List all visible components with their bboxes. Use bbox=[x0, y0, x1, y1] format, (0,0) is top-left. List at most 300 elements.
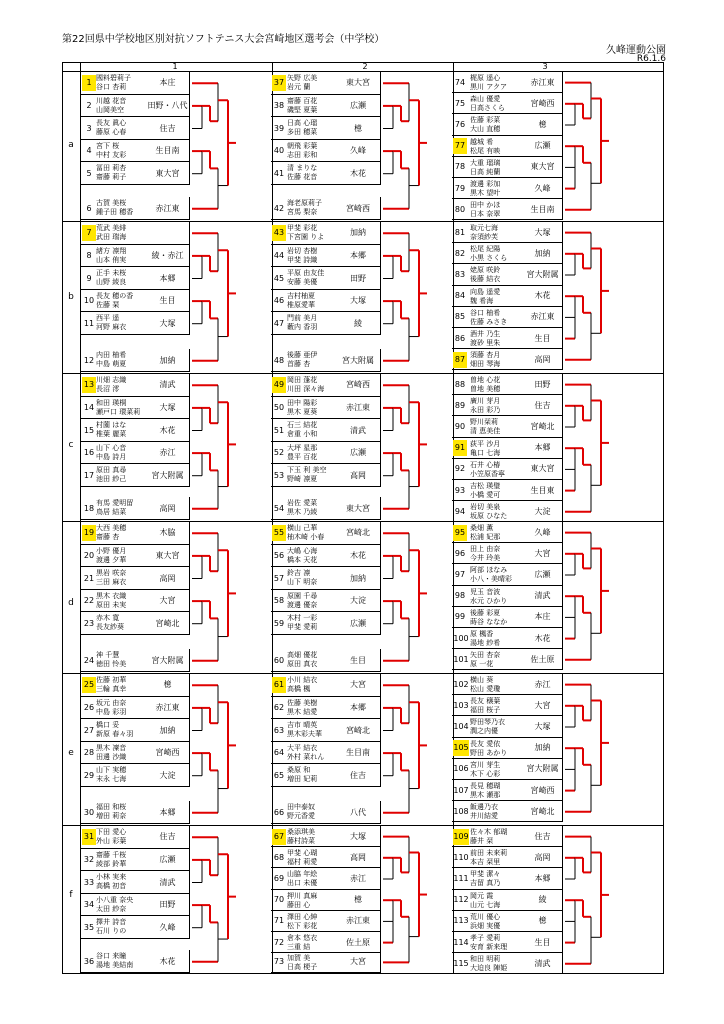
entry-number: 42 bbox=[273, 203, 285, 213]
team-name: 宮大附属 bbox=[342, 355, 374, 365]
player-name: 野田 あかり bbox=[470, 748, 508, 757]
player-name: 石井 心椿 bbox=[470, 460, 501, 469]
entry-number: 16 bbox=[83, 448, 95, 458]
player-name: 本吉 栞里 bbox=[470, 858, 501, 867]
player-name: 山元 七海 bbox=[470, 900, 501, 909]
player-name: 齋藤 千桜 bbox=[96, 850, 127, 859]
player-name: 黒川 アクア bbox=[470, 83, 508, 91]
player-name: 谷口 来瞳 bbox=[96, 952, 127, 961]
player-name: 後藤 彩夏 bbox=[470, 608, 501, 617]
team-name: 東大宮 bbox=[155, 550, 180, 560]
entry-number: 92 bbox=[454, 464, 466, 474]
block-label-f: f bbox=[69, 890, 73, 900]
player-name: 大坪 星那 bbox=[287, 443, 318, 452]
team-name: 木花 bbox=[534, 291, 551, 301]
player-name: 古賀 美桜 bbox=[96, 199, 127, 208]
entry-number: 109 bbox=[453, 829, 469, 845]
player-name: 松下 彩花 bbox=[287, 921, 318, 930]
team-name: 広瀬 bbox=[350, 618, 366, 628]
player-name: 赤木 寛 bbox=[96, 614, 120, 623]
player-name: 姥原 咲鈴 bbox=[470, 266, 501, 275]
player-name: 河野 麻衣 bbox=[96, 323, 127, 332]
team-name: 住吉 bbox=[350, 770, 366, 780]
team-name: 生目東 bbox=[530, 485, 555, 495]
team-name: 本郷 bbox=[159, 273, 176, 283]
player-name: 甲斐 潔々 bbox=[470, 870, 501, 879]
player-name: 佐藤 彩菜 bbox=[470, 116, 501, 125]
entry-number: 108 bbox=[453, 806, 469, 816]
entry-number: 19 bbox=[82, 525, 96, 541]
player-name: 渡邊 彩加 bbox=[470, 180, 501, 188]
player-name: 田上 由奈 bbox=[470, 545, 501, 554]
player-name: 徳田 怜美 bbox=[96, 660, 127, 669]
entry-number: 36 bbox=[83, 956, 95, 966]
team-name: 生目南 bbox=[346, 748, 370, 758]
player-name: 畑田 琴海 bbox=[470, 360, 501, 369]
player-name: 原田 真尋 bbox=[96, 466, 127, 475]
player-name: 藪内 香羽 bbox=[287, 323, 318, 332]
team-name: 木花 bbox=[534, 633, 551, 643]
player-name: 大嶋 心海 bbox=[287, 546, 318, 555]
team-name: 生目 bbox=[350, 655, 366, 665]
block-label-b: b bbox=[68, 292, 74, 302]
player-name: 長沼 澪 bbox=[96, 385, 120, 393]
team-name: 広瀬 bbox=[350, 448, 366, 458]
player-name: 岡田 蓬花 bbox=[287, 376, 318, 384]
team-name: 宮崎西 bbox=[530, 785, 555, 795]
player-name: 今井 玲美 bbox=[470, 554, 501, 563]
team-name: 綾・赤江 bbox=[151, 250, 184, 260]
player-name: 鳥居 結菜 bbox=[96, 508, 127, 517]
player-name: 向島 遥愛 bbox=[470, 287, 501, 296]
player-name: 朝飛 彩葉 bbox=[287, 141, 318, 150]
player-name: 坂原 ひなた bbox=[470, 512, 508, 521]
player-name: 亀口 七海 bbox=[470, 448, 501, 457]
entry-number: 99 bbox=[454, 612, 466, 622]
player-name: 多田 穂菜 bbox=[287, 128, 318, 137]
player-name: 山下 明奈 bbox=[287, 578, 318, 587]
player-name: 加賀 美 bbox=[287, 953, 311, 962]
player-name: 平原 由友佳 bbox=[287, 269, 325, 278]
player-name: 黒木 乃綾 bbox=[287, 508, 318, 517]
player-name: 森山 優愛 bbox=[470, 95, 501, 104]
team-name: 本庄 bbox=[159, 78, 176, 88]
entry-number: 29 bbox=[83, 770, 95, 780]
player-name: 蒔谷 ななか bbox=[470, 617, 508, 626]
player-name: 田中 かほ bbox=[470, 201, 501, 210]
player-name: 正手 未桜 bbox=[96, 269, 127, 278]
entry-number: 83 bbox=[454, 270, 466, 279]
team-name: 久峰 bbox=[350, 146, 366, 156]
entry-number: 86 bbox=[454, 333, 466, 343]
team-name: 高岡 bbox=[159, 503, 176, 513]
player-name: 横山 葵 bbox=[470, 676, 494, 684]
entry-number: 105 bbox=[453, 740, 469, 756]
team-name: 大塚 bbox=[159, 318, 176, 328]
entry-number: 43 bbox=[272, 225, 286, 241]
player-name: 後藤 亜伊 bbox=[287, 351, 318, 360]
player-name: 宮川 芽生 bbox=[470, 760, 501, 769]
team-name: 宮崎北 bbox=[155, 618, 180, 628]
entry-number: 56 bbox=[273, 550, 285, 560]
player-name: 三重 結 bbox=[287, 943, 311, 951]
player-name: 飯邊乃衣 bbox=[470, 803, 498, 812]
player-name: 中島 萌夏 bbox=[96, 360, 127, 369]
player-name: 擇井 詩音 bbox=[96, 918, 127, 927]
player-name: 甲斐 詩織 bbox=[287, 255, 318, 264]
team-name: 大塚 bbox=[534, 722, 551, 731]
player-name: 後藤 結衣 bbox=[470, 275, 501, 284]
team-name: 檍 bbox=[538, 120, 547, 129]
player-name: 小野 優月 bbox=[96, 546, 127, 555]
player-name: 横山 己華 bbox=[287, 524, 318, 532]
team-name: 広瀬 bbox=[350, 100, 366, 110]
entry-number: 45 bbox=[273, 273, 285, 283]
player-name: 山本 侑実 bbox=[96, 255, 127, 264]
team-name: 久峰 bbox=[534, 527, 551, 537]
entry-number: 23 bbox=[83, 618, 95, 628]
entry-number: 65 bbox=[273, 770, 285, 780]
player-name: 小笠原香寧 bbox=[470, 469, 505, 478]
player-name: 佐藤 みさき bbox=[470, 317, 508, 326]
team-name: 清武 bbox=[159, 380, 176, 390]
player-name: 吉松 瑛璧 bbox=[470, 482, 501, 490]
entry-number: 84 bbox=[454, 291, 466, 301]
team-name: 大宮 bbox=[350, 680, 366, 690]
entry-number: 1 bbox=[82, 75, 96, 91]
entry-number: 2 bbox=[86, 100, 92, 110]
entry-number: 67 bbox=[272, 829, 286, 845]
player-name: 大平 結衣 bbox=[287, 743, 318, 752]
player-name: 甲斐 心瑚 bbox=[287, 849, 318, 858]
entry-number: 95 bbox=[453, 525, 467, 541]
player-name: 曽地 心花 bbox=[470, 376, 501, 384]
entry-number: 107 bbox=[453, 785, 469, 795]
player-name: 豊平 百花 bbox=[287, 452, 318, 461]
team-name: 生目 bbox=[159, 296, 176, 306]
player-name: 佐藤 琹 bbox=[96, 300, 120, 309]
entry-number: 33 bbox=[83, 877, 95, 887]
player-name: 野川栞莉 bbox=[470, 418, 498, 427]
player-name: 原 楓香 bbox=[470, 630, 494, 638]
team-name: 生目南 bbox=[155, 146, 180, 156]
entry-number: 74 bbox=[454, 77, 466, 87]
player-name: 安育 新来理 bbox=[470, 943, 508, 951]
team-name: 宮崎北 bbox=[346, 528, 370, 538]
player-name: 永田 彩乃 bbox=[470, 406, 501, 415]
player-name: 橋口 妥 bbox=[96, 721, 120, 730]
player-name: 須藤 杏月 bbox=[470, 351, 501, 360]
player-name: 川越 花音 bbox=[96, 96, 127, 105]
entry-number: 59 bbox=[273, 618, 285, 628]
player-name: 石川 りの bbox=[96, 927, 127, 936]
player-name: 太田 紗奈 bbox=[96, 904, 127, 913]
team-name: 赤江東 bbox=[346, 402, 370, 412]
team-name: 佐土原 bbox=[346, 937, 370, 947]
player-name: 清 恵美佳 bbox=[470, 427, 501, 436]
entry-number: 26 bbox=[83, 702, 95, 712]
player-name: 外村 菜れん bbox=[287, 752, 325, 761]
player-name: 桑畑 薫 bbox=[470, 524, 494, 532]
entry-number: 9 bbox=[86, 273, 92, 283]
entry-number: 44 bbox=[273, 250, 285, 260]
player-name: 山野 綾良 bbox=[96, 278, 127, 287]
player-name: 廣川 芽月 bbox=[470, 397, 501, 406]
entry-number: 110 bbox=[453, 852, 469, 862]
player-name: 三田 麻衣 bbox=[96, 578, 127, 587]
team-name: 大淀 bbox=[534, 506, 551, 516]
player-name: 綾部 鈴華 bbox=[96, 859, 127, 868]
player-name: 西平 遥 bbox=[96, 314, 120, 323]
team-name: 檍 bbox=[538, 916, 547, 926]
player-name: 酒井 乃生 bbox=[470, 330, 501, 338]
player-name: 大迫良 陣姫 bbox=[470, 964, 508, 973]
player-name: 中島 詩月 bbox=[96, 452, 127, 461]
entry-number: 103 bbox=[453, 700, 469, 710]
player-name: 奈須紗芙 bbox=[470, 233, 498, 241]
team-name: 本郷 bbox=[350, 250, 366, 260]
team-name: 東大宮 bbox=[155, 168, 180, 178]
entry-number: 12 bbox=[83, 355, 95, 365]
entry-number: 77 bbox=[453, 138, 467, 154]
player-name: 日高 純蘭 bbox=[470, 167, 501, 176]
player-name: 三輪 真幸 bbox=[96, 685, 127, 693]
team-name: 宮大附属 bbox=[526, 270, 559, 279]
team-name: 赤江 bbox=[350, 874, 366, 883]
entry-number: 101 bbox=[453, 654, 469, 664]
player-name: 増田 妃莉 bbox=[287, 775, 318, 784]
entry-number: 68 bbox=[273, 852, 285, 862]
entry-number: 104 bbox=[453, 722, 469, 731]
player-name: 山脇 年絵 bbox=[287, 870, 318, 879]
player-name: 阿部 ほなみ bbox=[470, 566, 508, 575]
entry-number: 10 bbox=[83, 296, 95, 306]
entry-number: 91 bbox=[453, 440, 467, 456]
player-name: 大山 直穂 bbox=[470, 125, 501, 134]
entry-number: 106 bbox=[453, 764, 469, 774]
entry-number: 30 bbox=[83, 807, 95, 817]
player-name: 渡邊 優奈 bbox=[287, 600, 318, 609]
player-name: 藤村詩菜 bbox=[287, 837, 315, 845]
player-name: 越城 希 bbox=[470, 137, 494, 146]
player-name: 孝子 愛莉 bbox=[470, 934, 501, 942]
entry-number: 64 bbox=[273, 748, 285, 758]
entry-number: 89 bbox=[454, 400, 466, 410]
player-name: 出口 未優 bbox=[287, 879, 318, 888]
player-name: 内田 柚希 bbox=[96, 351, 127, 360]
player-name: 荒武 美緋 bbox=[96, 224, 127, 232]
player-name: 甲斐 愛莉 bbox=[287, 623, 318, 632]
player-name: 吉市 晴英 bbox=[287, 721, 318, 730]
column-number-1: 1 bbox=[172, 62, 178, 71]
entry-number: 14 bbox=[83, 402, 95, 412]
player-name: 武田 瑞海 bbox=[96, 233, 127, 241]
team-name: 住吉 bbox=[534, 831, 551, 841]
player-name: 末永 七海 bbox=[96, 775, 127, 784]
block-label-a: a bbox=[68, 140, 74, 150]
entry-number: 96 bbox=[454, 548, 466, 558]
entry-number: 31 bbox=[82, 829, 96, 845]
team-name: 生目南 bbox=[530, 204, 555, 214]
player-name: 齋藤 百花 bbox=[287, 96, 318, 105]
player-name: 水元 ひかり bbox=[470, 596, 508, 605]
player-name: 押川 真麻 bbox=[287, 891, 318, 900]
player-name: 緒方 凛翔 bbox=[96, 246, 127, 255]
team-name: 檍 bbox=[354, 123, 362, 133]
player-name: 岩元 蘭 bbox=[287, 83, 311, 91]
entry-number: 7 bbox=[82, 225, 96, 241]
player-name: 木下 心彩 bbox=[470, 769, 501, 778]
entry-number: 50 bbox=[273, 402, 285, 412]
entry-number: 94 bbox=[454, 506, 466, 516]
block-label-c: c bbox=[68, 440, 74, 450]
entry-number: 4 bbox=[86, 146, 92, 156]
entry-number: 82 bbox=[454, 248, 466, 258]
team-name: 檍 bbox=[163, 680, 172, 690]
player-name: 中村 友彩 bbox=[96, 150, 127, 159]
player-name: 中島 彩羽 bbox=[96, 707, 127, 716]
entry-number: 24 bbox=[83, 655, 95, 665]
entry-number: 71 bbox=[273, 916, 285, 926]
player-name: 田中泰奴 bbox=[287, 803, 315, 812]
player-name: 木村 一彩 bbox=[287, 614, 318, 623]
team-name: 宮崎西 bbox=[530, 98, 555, 108]
player-name: 長友 眞心 bbox=[96, 119, 127, 128]
entry-number: 98 bbox=[454, 591, 466, 601]
player-name: 黒岩 咲奈 bbox=[96, 569, 127, 578]
player-name: 和田 明莉 bbox=[470, 955, 501, 964]
player-name: 黒木彩夫華 bbox=[287, 730, 322, 739]
player-name: 山岡美空 bbox=[96, 105, 124, 114]
team-name: 加納 bbox=[159, 725, 176, 735]
team-name: 大宮 bbox=[534, 548, 551, 558]
team-name: 宮崎北 bbox=[346, 725, 370, 735]
team-name: 広瀬 bbox=[534, 141, 551, 151]
player-name: 岩切 杏樹 bbox=[287, 246, 318, 255]
team-name: 広瀬 bbox=[159, 854, 176, 864]
player-name: 日高 梗子 bbox=[287, 962, 318, 971]
player-name: 佐藤 初華 bbox=[96, 676, 127, 684]
team-name: 田野 bbox=[159, 900, 176, 910]
player-name: 清 まりな bbox=[287, 164, 318, 173]
team-name: 木花 bbox=[350, 550, 366, 560]
entry-number: 57 bbox=[273, 573, 285, 583]
player-name: 矢野 広美 bbox=[287, 74, 318, 82]
team-name: 綾 bbox=[538, 895, 547, 905]
entry-number: 35 bbox=[83, 922, 95, 932]
team-name: 檍 bbox=[354, 895, 362, 905]
player-name: 松浦 妃那 bbox=[470, 533, 501, 541]
team-name: 高岡 bbox=[159, 573, 176, 583]
player-name: 澤田 心紳 bbox=[287, 912, 318, 921]
entry-number: 38 bbox=[273, 100, 285, 110]
entry-number: 90 bbox=[454, 422, 466, 431]
player-name: 潤之内優 bbox=[470, 727, 498, 736]
entry-number: 47 bbox=[273, 318, 285, 328]
team-name: 田野・八代 bbox=[147, 100, 188, 110]
player-name: 宮下 桜 bbox=[96, 141, 120, 150]
player-name: 岡元 霞 bbox=[470, 891, 494, 900]
entry-number: 51 bbox=[273, 425, 285, 435]
player-name: 梶原 遥心 bbox=[470, 74, 501, 82]
team-name: 住吉 bbox=[159, 123, 176, 133]
team-name: 高岡 bbox=[534, 354, 551, 364]
team-name: 本郷 bbox=[534, 874, 551, 883]
player-name: 野崎 凛夏 bbox=[287, 475, 318, 484]
player-name: 小八重 奈央 bbox=[96, 895, 134, 904]
team-name: 本郷 bbox=[534, 443, 551, 453]
column-number-3: 3 bbox=[542, 62, 548, 71]
team-name: 広瀬 bbox=[534, 570, 551, 579]
player-name: 神 千慧 bbox=[96, 651, 120, 660]
player-name: 黒木 衣織 bbox=[96, 591, 127, 600]
player-name: 椎葉 麗菜 bbox=[96, 430, 127, 439]
entry-number: 88 bbox=[454, 379, 466, 389]
player-name: 柚木崎 小春 bbox=[287, 533, 325, 541]
player-name: 松尾 有映 bbox=[470, 146, 501, 155]
entry-number: 34 bbox=[83, 900, 95, 910]
player-name: 池田 紗己 bbox=[96, 475, 127, 484]
player-name: 田邊 沙織 bbox=[96, 752, 127, 761]
player-name: 松山 愛瓊 bbox=[470, 685, 501, 693]
entry-number: 87 bbox=[453, 352, 467, 368]
entry-number: 62 bbox=[273, 702, 285, 712]
team-name: 高岡 bbox=[350, 852, 366, 862]
player-name: 荻平 沙月 bbox=[470, 439, 501, 448]
player-name: 小八・美晴彩 bbox=[470, 575, 512, 584]
entry-number: 6 bbox=[86, 203, 92, 213]
team-name: 宮大附属 bbox=[526, 764, 559, 774]
player-name: 野田琴乃衣 bbox=[470, 718, 505, 727]
player-name: 原田 真衣 bbox=[287, 660, 318, 669]
player-name: 長友紗葵 bbox=[96, 623, 124, 632]
player-name: 川畑 志織 bbox=[96, 376, 127, 384]
team-name: 加納 bbox=[534, 248, 551, 258]
entry-number: 63 bbox=[273, 725, 285, 735]
entry-number: 75 bbox=[454, 98, 466, 108]
entry-number: 15 bbox=[83, 425, 95, 435]
player-name: 石三 結花 bbox=[287, 421, 318, 430]
team-name: 高岡 bbox=[350, 470, 366, 480]
column-number-2: 2 bbox=[362, 62, 368, 71]
entry-number: 80 bbox=[454, 204, 466, 214]
entry-number: 70 bbox=[273, 895, 285, 905]
player-name: 甲斐 彩花 bbox=[287, 224, 318, 232]
entry-number: 85 bbox=[454, 312, 466, 322]
team-name: 加納 bbox=[534, 743, 551, 753]
player-name: 山下 実穂 bbox=[96, 766, 127, 775]
block-label-d: d bbox=[68, 598, 74, 608]
entry-number: 27 bbox=[83, 725, 95, 735]
player-name: 倉本 悠衣 bbox=[287, 934, 318, 942]
team-name: 清武 bbox=[350, 425, 366, 435]
team-name: 住吉 bbox=[159, 832, 176, 842]
player-name: 黒木 結愛 bbox=[287, 707, 318, 716]
player-name: 小橋 愛可 bbox=[470, 491, 501, 499]
player-name: 藤井 栞 bbox=[470, 837, 494, 845]
player-name: 原田 未実 bbox=[96, 600, 127, 609]
player-name: 宮馬 梨奈 bbox=[287, 208, 318, 217]
team-name: 赤江東 bbox=[346, 916, 370, 926]
team-name: 田野 bbox=[534, 379, 551, 389]
team-name: 加納 bbox=[350, 228, 366, 238]
team-name: 赤江 bbox=[534, 679, 551, 689]
player-name: 日高 心瑠 bbox=[287, 119, 318, 128]
player-name: 岩佐 愛菜 bbox=[287, 499, 318, 508]
player-name: 長見 穂瑚 bbox=[470, 782, 501, 790]
player-name: 大西 美穂 bbox=[96, 524, 127, 532]
venue-label: 久峰運動公園 bbox=[606, 45, 666, 56]
